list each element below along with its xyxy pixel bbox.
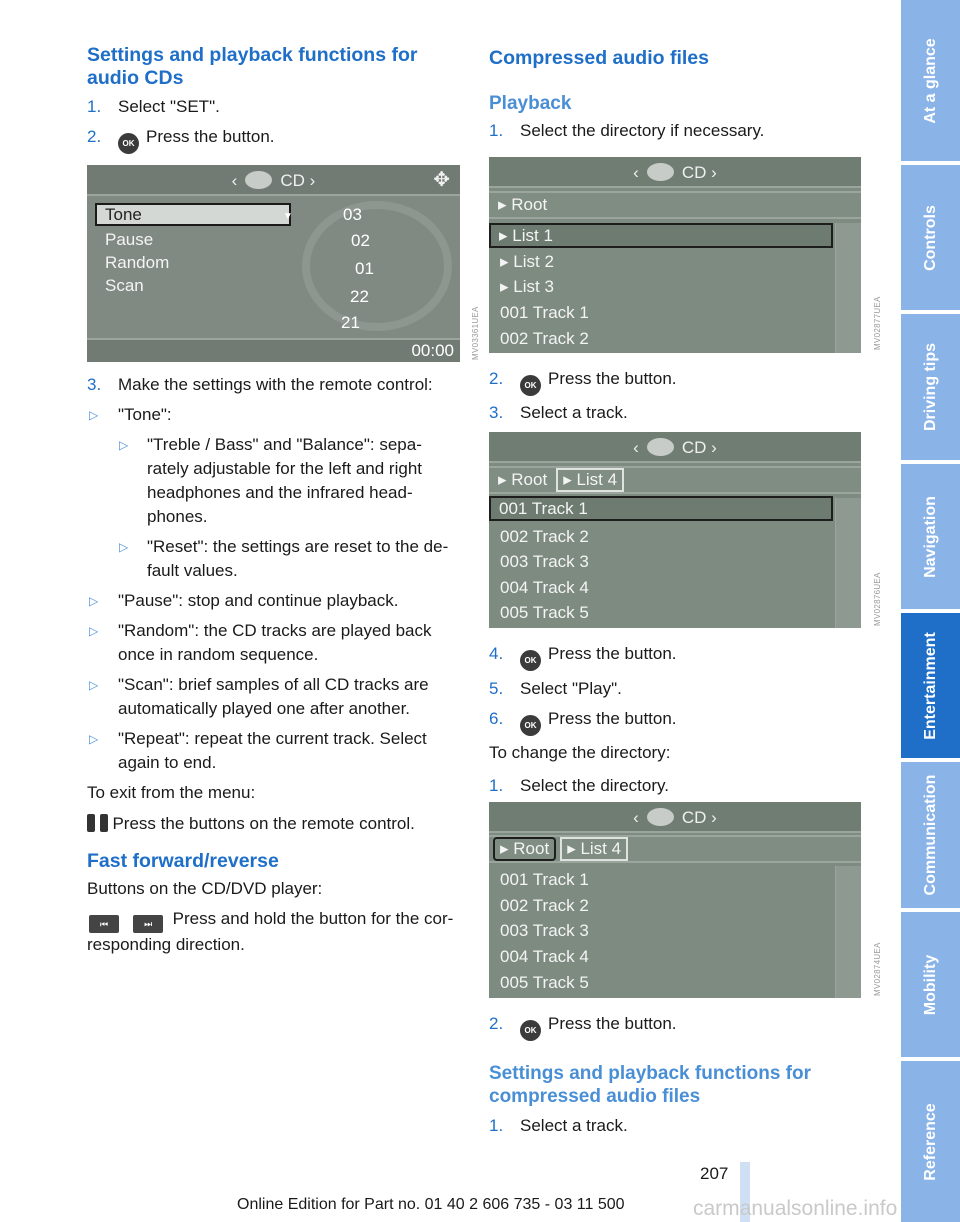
- screen-header: [489, 802, 861, 833]
- step-text: Select a track.: [520, 403, 628, 422]
- list-item: ▸ List 3: [500, 277, 554, 296]
- screen-title: CD: [280, 171, 305, 190]
- step-text: Press the button.: [548, 709, 677, 728]
- ok-button-icon: OK: [520, 1020, 541, 1041]
- step-number: 2.: [489, 1014, 504, 1033]
- bullet-triangle-icon: ▷: [119, 540, 129, 554]
- disc-icon: [245, 171, 272, 189]
- list-item: 001 Track 1: [500, 870, 589, 889]
- menu-item: Pause: [105, 230, 154, 249]
- list-item: 003 Track 3: [500, 552, 589, 571]
- chevron-right-icon: ›: [711, 438, 717, 457]
- list-item: 004 Track 4: [500, 947, 589, 966]
- subsection-heading: Playback: [489, 93, 572, 114]
- step-number: 1.: [489, 776, 504, 795]
- paragraph: To change the directory:: [489, 743, 671, 762]
- tab-label: Navigation: [921, 495, 939, 578]
- tab-label: Communication: [921, 774, 939, 896]
- footer-text: Online Edition for Part no. 01 40 2 606 735 - 03 11 500: [237, 1196, 625, 1213]
- figure-code: MV02877UEA: [873, 296, 882, 350]
- bullet-text: "Random": the CD tracks are played back once in random sequence.: [118, 621, 432, 664]
- list-item: 002 Track 2: [500, 329, 589, 348]
- step-text: Select the directory if necessary.: [520, 121, 765, 140]
- step-number: 6.: [489, 709, 504, 728]
- chevron-left-icon: ‹: [633, 163, 639, 182]
- bullet-text: "Scan": brief samples of all CD tracks are automatically played one after another.: [118, 675, 429, 718]
- bullet-triangle-icon: ▷: [119, 438, 129, 452]
- bullet-text: "Pause": stop and continue playback.: [118, 591, 399, 610]
- list-item-label: List 1: [512, 226, 553, 245]
- step-text: Press the button.: [146, 127, 275, 146]
- path-bar: [489, 835, 861, 863]
- bullet-triangle-icon: ▷: [89, 678, 99, 692]
- bullet-item: [87, 589, 462, 613]
- menu-item: Scan: [105, 276, 144, 295]
- path-folder-label: List 4: [576, 470, 618, 489]
- bullet-triangle-icon: ▷: [89, 732, 99, 746]
- time-bar: [87, 338, 460, 362]
- step-number: 2.: [87, 127, 102, 146]
- list-item: 005 Track 5: [500, 973, 589, 992]
- step: [489, 707, 864, 736]
- bullet-triangle-icon: ▷: [89, 408, 99, 422]
- step-number: 1.: [489, 121, 504, 140]
- ok-button-icon: OK: [118, 133, 139, 154]
- ok-button-icon: OK: [520, 375, 541, 396]
- tab-label: Mobility: [921, 954, 939, 1015]
- list-item: 005 Track 5: [500, 603, 589, 622]
- paragraph: [87, 812, 462, 836]
- bullet-item: [87, 403, 462, 427]
- rewind-icon: ⏮: [89, 915, 119, 933]
- step: [489, 642, 864, 671]
- path-bar: [489, 466, 861, 494]
- list-item: 002 Track 2: [500, 527, 589, 546]
- path-root: ▸ Root: [498, 195, 548, 214]
- sub-bullet-item: [87, 535, 462, 583]
- bullet-text: "Reset": the settings are reset to the de-fault values.: [147, 537, 449, 580]
- step-number: 5.: [489, 679, 504, 698]
- step-text: Make the settings with the remote control:: [118, 375, 433, 394]
- tab-label: At a glance: [921, 37, 939, 124]
- chevron-right-icon: ›: [711, 808, 717, 827]
- list-item: 004 Track 4: [500, 578, 589, 597]
- path-root-label: Root: [511, 470, 548, 489]
- scrollbar: [835, 223, 861, 353]
- bullet-item: [87, 673, 462, 721]
- step: [489, 119, 864, 143]
- tab-navigation[interactable]: [901, 464, 960, 609]
- screen-title: CD: [681, 163, 707, 182]
- tab-entertainment[interactable]: [901, 613, 960, 758]
- step: [489, 1114, 864, 1138]
- path-bar: [489, 191, 861, 219]
- step-text: Press the button.: [548, 644, 677, 663]
- tab-label: Entertainment: [921, 631, 939, 740]
- paragraph: To exit from the menu:: [87, 783, 256, 802]
- track-wheel: [302, 201, 452, 331]
- directory-change-screen: [489, 802, 861, 998]
- step: [489, 774, 864, 798]
- track-number: 03: [343, 205, 362, 224]
- list-item: 002 Track 2: [500, 896, 589, 915]
- ok-button-icon: OK: [520, 650, 541, 671]
- cd-menu-screen: [87, 165, 460, 362]
- paragraph: [87, 907, 462, 957]
- track-list-screen: [489, 432, 861, 628]
- left-column: [87, 44, 462, 154]
- watermark: carmanualsonline.info: [693, 1197, 898, 1220]
- chevron-left-icon: ‹: [231, 171, 238, 190]
- track-number: 22: [350, 287, 369, 306]
- bullet-text: "Repeat": repeat the current track. Select again to end.: [118, 729, 427, 772]
- bullet-triangle-icon: ▷: [89, 624, 99, 638]
- figure-code: MV03361UEA: [471, 306, 480, 360]
- chevron-right-icon: ›: [309, 171, 316, 190]
- remote-button-icon: [87, 814, 95, 832]
- right-column-steps: [489, 1012, 864, 1138]
- list-item-selected: ▸ List 1: [489, 223, 833, 248]
- paragraph-text: Press and hold the button for the cor-responding direction.: [87, 909, 454, 954]
- list-item: 003 Track 3: [500, 921, 589, 940]
- figure-code: MV02876UEA: [873, 572, 882, 626]
- step: [489, 401, 864, 425]
- page-number: 207: [700, 1164, 729, 1183]
- chevron-right-icon: ›: [711, 163, 717, 182]
- sub-bullet-item: [87, 433, 462, 529]
- tab-at-a-glance[interactable]: [901, 0, 960, 161]
- track-number: 02: [351, 231, 370, 250]
- joystick-icon: ✥: [433, 169, 450, 191]
- path-folder-label: List 4: [580, 839, 622, 858]
- screen-header: [489, 157, 861, 188]
- list-item: 001 Track 1: [500, 303, 589, 322]
- chevron-left-icon: ‹: [633, 438, 639, 457]
- tab-controls[interactable]: [901, 165, 960, 310]
- screen-header: [489, 432, 861, 463]
- step: [87, 95, 462, 119]
- track-number: 01: [355, 259, 374, 278]
- path-root-selected: ▸ Root: [493, 837, 556, 861]
- step-number: 1.: [87, 97, 102, 116]
- path-root: ▸ Root: [498, 470, 548, 489]
- step: [87, 125, 462, 154]
- path-root-label: Root: [511, 195, 548, 214]
- step-number: 2.: [489, 369, 504, 388]
- step-text: Press the button.: [548, 369, 677, 388]
- step-text: Select the directory.: [520, 776, 669, 795]
- step-number: 3.: [489, 403, 504, 422]
- step: [489, 1012, 864, 1041]
- tab-driving-tips[interactable]: [901, 314, 960, 460]
- list-item-selected: 001 Track 1: [489, 496, 833, 521]
- disc-icon: [647, 438, 674, 456]
- tab-label: Driving tips: [921, 342, 939, 432]
- right-column-steps: [489, 642, 864, 798]
- bullet-text: "Tone":: [118, 405, 172, 424]
- bullet-text: "Treble / Bass" and "Balance": sepa-rately adjustable for the left and right headphones and the infrared head-phones.: [147, 435, 422, 526]
- figure-code: MV02874UEA: [873, 942, 882, 996]
- paragraph: Buttons on the CD/DVD player:: [87, 879, 323, 898]
- path-folder: ▸ List 4: [560, 837, 628, 861]
- track-number: 21: [341, 313, 360, 332]
- tab-mobility[interactable]: [901, 912, 960, 1057]
- tab-communication[interactable]: [901, 762, 960, 908]
- tab-label: Controls: [921, 204, 939, 271]
- scroll-indicator: ▼: [283, 211, 293, 222]
- list-item: ▸ List 2: [500, 252, 554, 271]
- step: [87, 373, 462, 397]
- step-number: 1.: [489, 1116, 504, 1135]
- tab-label: Reference: [921, 1102, 939, 1181]
- step-number: 3.: [87, 375, 102, 394]
- right-column: [489, 44, 864, 143]
- screen-header: [87, 165, 460, 196]
- chevron-left-icon: ‹: [633, 808, 639, 827]
- scrollbar: [835, 866, 861, 998]
- path-root-label: Root: [513, 839, 550, 858]
- disc-icon: [647, 808, 674, 826]
- step: [489, 367, 864, 396]
- subsection-heading: Settings and playback functions for compressed audio files: [489, 1063, 811, 1107]
- step-text: Select "SET".: [118, 97, 220, 116]
- menu-panel: [95, 201, 295, 301]
- fast-forward-icon: ⏭: [133, 915, 163, 933]
- right-column-steps: [489, 367, 864, 425]
- bullet-item: [87, 619, 462, 667]
- scrollbar: [835, 498, 861, 628]
- tab-reference[interactable]: [901, 1061, 960, 1222]
- screen-title: CD: [681, 438, 707, 457]
- section-heading: Fast forward/reverse: [87, 850, 279, 872]
- paragraph-text: Press the buttons on the remote control.: [112, 814, 415, 833]
- directory-screen: [489, 157, 861, 353]
- menu-item-selected: Tone: [95, 203, 291, 226]
- time-display: 00:00: [411, 341, 454, 360]
- section-heading: Settings and playback functions for audio CDs: [87, 44, 418, 89]
- bullet-triangle-icon: ▷: [89, 594, 99, 608]
- left-column-lower: [87, 373, 462, 957]
- section-heading: Compressed audio files: [489, 47, 709, 69]
- path-folder: ▸ List 4: [556, 468, 624, 492]
- bullet-item: [87, 727, 462, 775]
- step-text: Select "Play".: [520, 679, 622, 698]
- step-number: 4.: [489, 644, 504, 663]
- screen-title: CD: [681, 808, 707, 827]
- list-item-label: List 2: [513, 252, 554, 271]
- list-item-label: List 3: [513, 277, 554, 296]
- step: [489, 677, 864, 701]
- remote-button-icon: [100, 814, 108, 832]
- menu-item: Random: [105, 253, 170, 272]
- step-text: Press the button.: [548, 1014, 677, 1033]
- ok-button-icon: OK: [520, 715, 541, 736]
- disc-icon: [647, 163, 674, 181]
- step-text: Select a track.: [520, 1116, 628, 1135]
